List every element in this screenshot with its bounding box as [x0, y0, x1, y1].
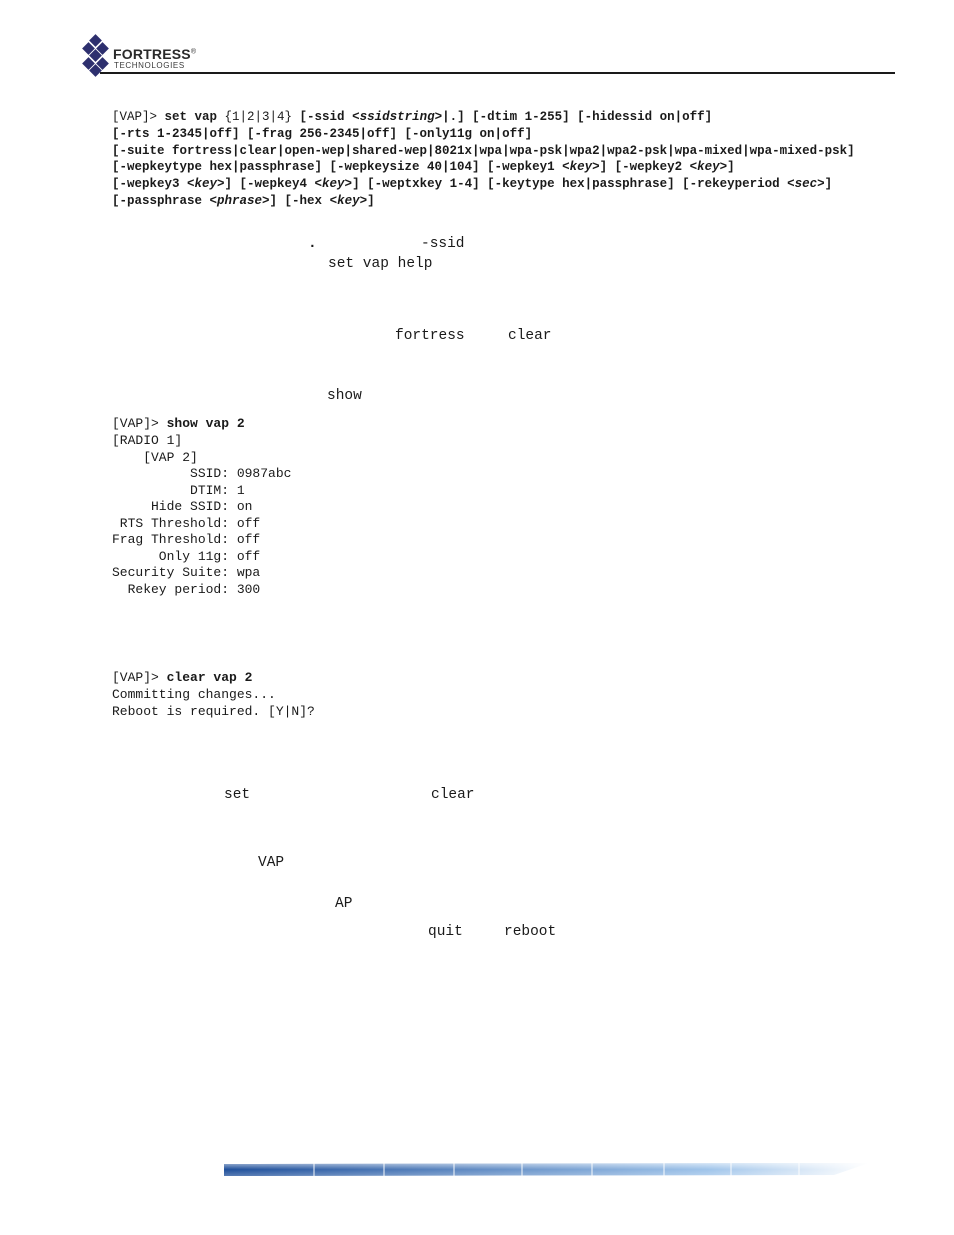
syntax-line-4	[112, 160, 735, 174]
syntax-segment: <key>	[187, 177, 225, 191]
syntax-segment: ] [-weptxkey 1-4] [-keytype hex|passphrase] [-rekeyperiod	[352, 177, 788, 191]
syntax-segment: [-ssid	[292, 110, 353, 124]
show-output-line: SSID: 0987abc	[112, 466, 292, 481]
show-output-line: Security Suite: wpa	[112, 565, 261, 580]
syntax-segment: ]	[824, 177, 833, 191]
syntax-segment: ]	[367, 194, 375, 208]
syntax-line-2: [-rts 1-2345|off] [-frag 256-2345|off] [-only11g on|off]	[112, 127, 533, 141]
show-output-line: DTIM: 1	[112, 482, 245, 498]
token-fortress: fortress	[395, 328, 465, 344]
token-ap: AP	[335, 896, 353, 912]
show-output-line: Only 11g: off	[112, 548, 261, 564]
token-dot: .	[308, 236, 317, 252]
header-rule	[100, 72, 895, 74]
token-set-vap-help: set vap help	[328, 256, 433, 272]
clear-output-line-1: Committing changes...	[112, 687, 276, 702]
token-reboot: reboot	[504, 924, 557, 940]
syntax-segment: [-passphrase	[112, 194, 210, 208]
syntax-line-6	[112, 194, 375, 208]
syntax-segment: [-wepkey3	[112, 177, 188, 191]
syntax-segment: ]	[727, 160, 735, 174]
footer-gradient-bar	[224, 1162, 874, 1178]
show-output-line: Frag Threshold: off	[112, 532, 261, 547]
logo-wordmark: FORTRESS®	[113, 46, 197, 62]
syntax-segment: set vap	[164, 110, 225, 124]
token-show: show	[327, 388, 362, 404]
logo-subtitle: TECHNOLOGIES	[114, 61, 185, 70]
show-command-line: [VAP]> show vap 2	[112, 416, 245, 431]
syntax-segment: [-wepkeytype hex|passphrase] [-wepkeysize 40|104] [-wepkey1	[112, 160, 563, 174]
show-output-line: Rekey period: 300	[112, 581, 261, 597]
token-vap: VAP	[258, 855, 285, 871]
clear-command-line: [VAP]> clear vap 2	[112, 670, 253, 685]
token-ssid: -ssid	[421, 236, 465, 252]
token-quit: quit	[428, 924, 463, 940]
syntax-segment: <key>	[689, 160, 728, 174]
syntax-segment: ] [-wepkey4	[224, 177, 315, 191]
syntax-segment: <sec>	[787, 177, 825, 191]
syntax-segment: <ssidstring>	[352, 110, 443, 124]
syntax-line-3: [-suite fortress|clear|open-wep|shared-wep|8021x|wpa|wpa-psk|wpa2|wpa2-psk|wpa-mixed|wpa-mixed-psk]	[112, 144, 855, 158]
syntax-segment: ] [-hex	[269, 194, 330, 208]
token-clear: clear	[508, 328, 552, 344]
syntax-line-1	[112, 110, 712, 124]
show-output-line: Hide SSID: on	[112, 499, 253, 514]
syntax-segment: <key>	[314, 177, 353, 191]
show-output-line: [RADIO 1]	[112, 433, 183, 448]
syntax-segment: <phrase>	[209, 194, 270, 208]
show-output-line: [VAP 2]	[112, 449, 198, 465]
clear-output-line-2: Reboot is required. [Y|N]?	[112, 704, 315, 719]
syntax-line-5	[112, 177, 832, 191]
syntax-segment: {1|2|3|4}	[224, 110, 293, 124]
syntax-segment: |.] [-dtim 1-255] [-hidessid on|off]	[442, 110, 713, 124]
token-set: set	[224, 787, 251, 803]
syntax-segment: <key>	[329, 194, 368, 208]
syntax-segment: <key>	[562, 160, 600, 174]
syntax-segment: ] [-wepkey2	[599, 160, 690, 174]
show-output-line: RTS Threshold: off	[112, 515, 261, 531]
token-clear-2: clear	[431, 787, 475, 803]
syntax-segment: [VAP]>	[112, 110, 165, 124]
